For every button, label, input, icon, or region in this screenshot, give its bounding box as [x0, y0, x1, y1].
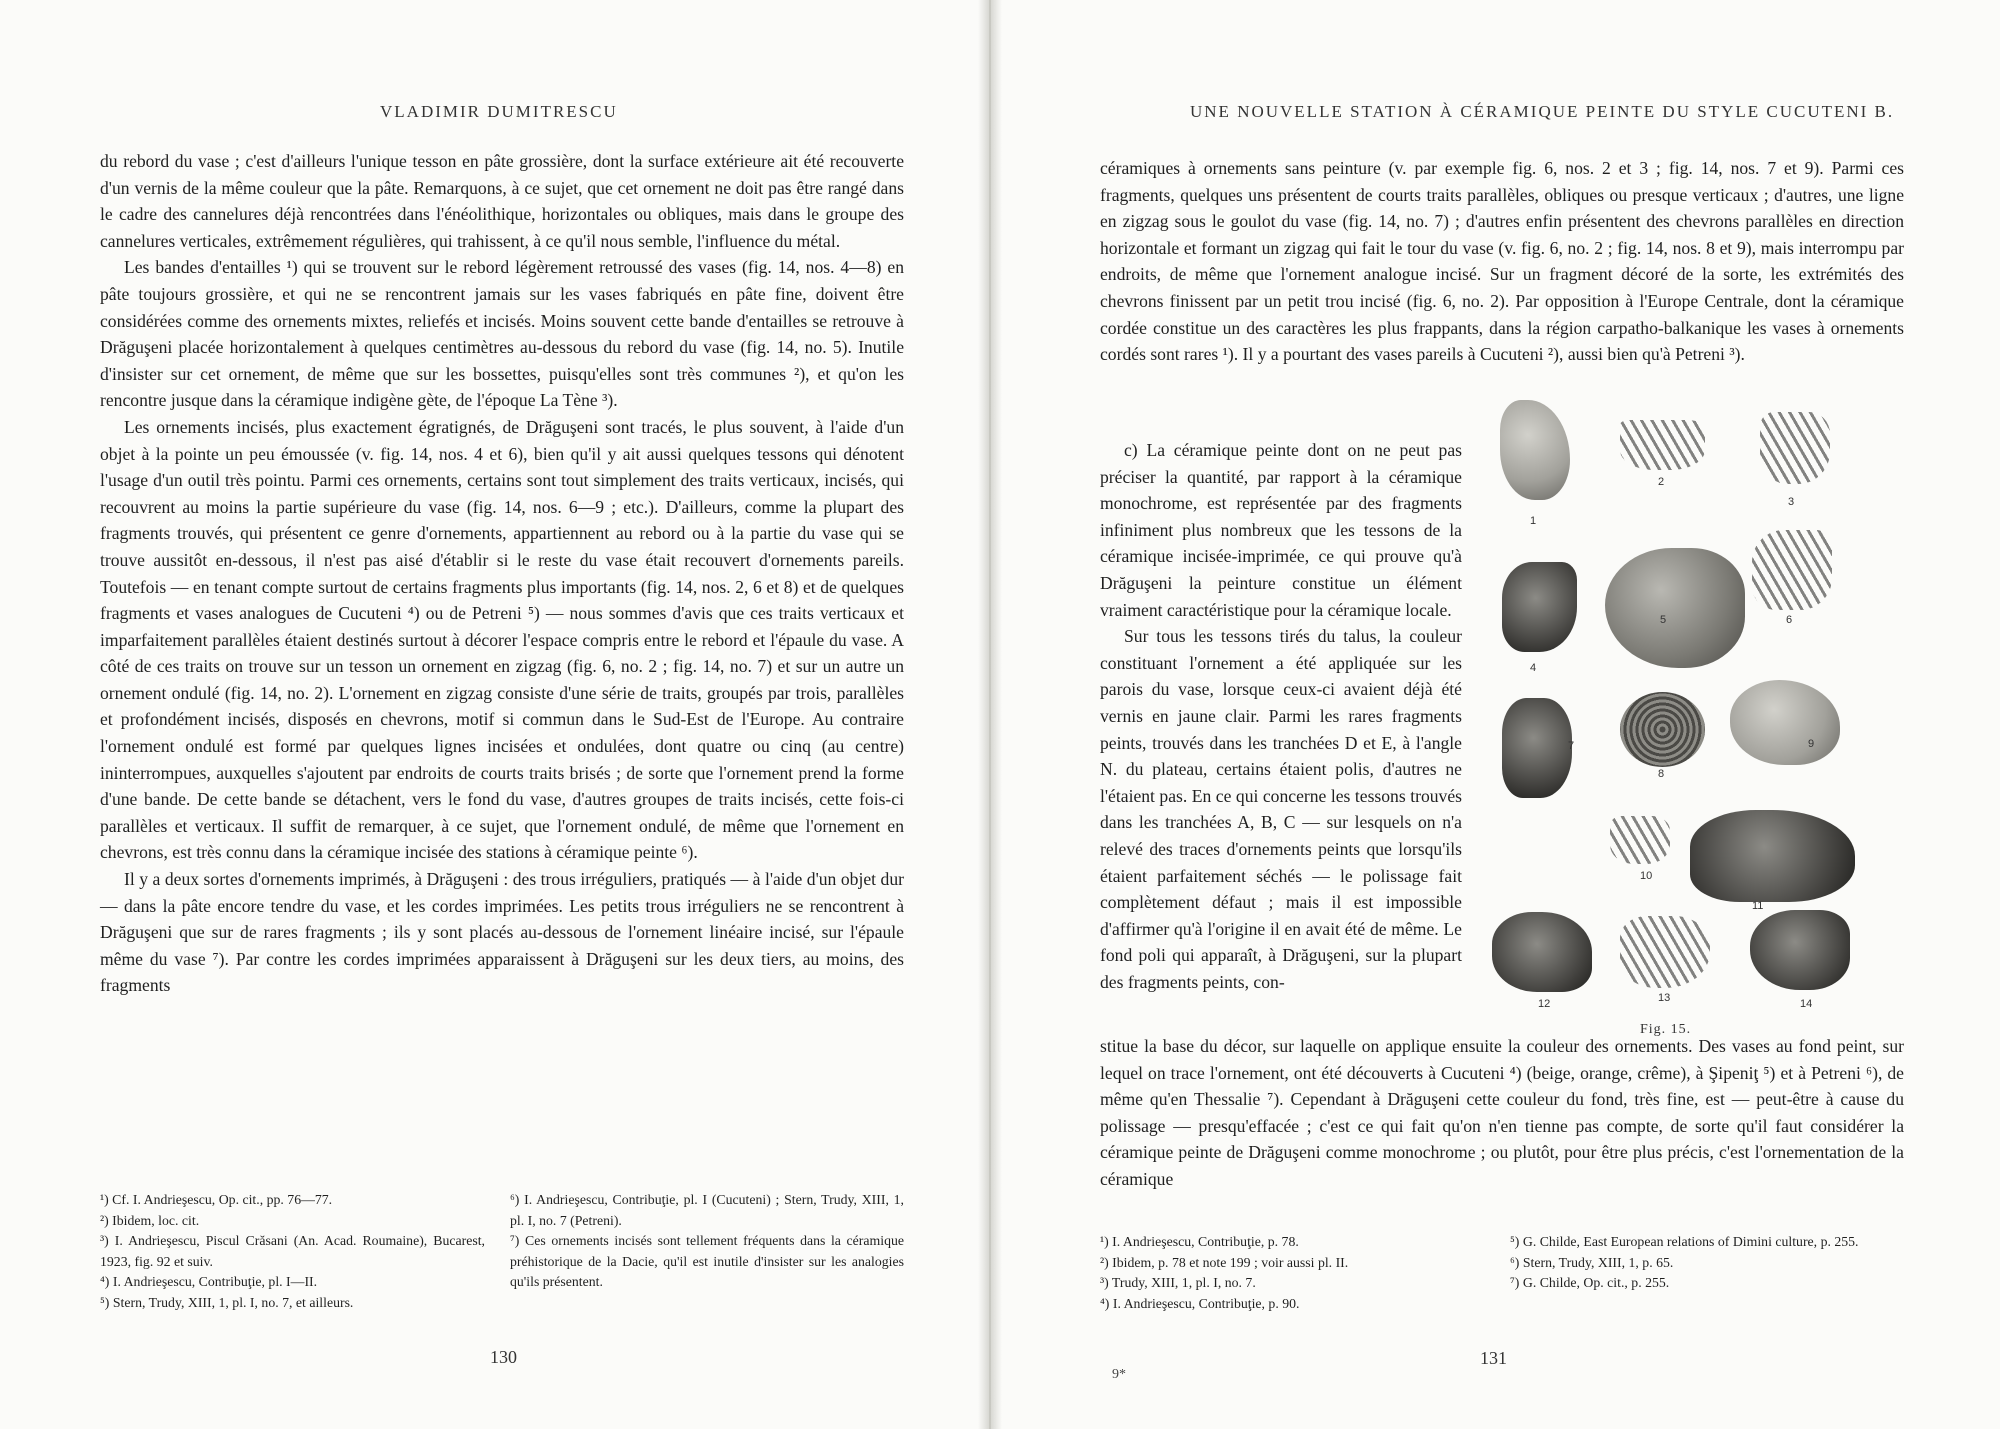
paragraph: Il y a deux sortes d'ornements imprimés, à Drăguşeni : des trous irréguliers, pratiqués — à l'aide d'un objet dur — dans la pâte encore tendre du vase, et les cordes imprimées. Les petits trous irréguliers ne se rencontrent à Drăguşeni que sur de rares fragments ; ils y sont placés au-dessous de l'ornement linéaire incisé, sur l'épaule même du vase ⁷). Par contre les cordes imprimées apparaissent à Drăguşeni sur les deux tiers, au moins, des fragments	[100, 869, 904, 996]
right-page	[990, 0, 2000, 1429]
footnote: ⁶) I. Andrieşescu, Contribuţie, pl. I (Cucuteni) ; Stern, Trudy, XIII, 1, pl. I, no. 7 (Petreni).	[510, 1192, 904, 1228]
sherd-image	[1610, 816, 1670, 864]
sherd-image	[1620, 420, 1705, 470]
footnote-column	[1100, 1232, 1500, 1314]
signature-mark: 9*	[1112, 1367, 1126, 1382]
footnote: ²) Ibidem, p. 78 et note 199 ; voir aussi pl. II.	[1100, 1254, 1349, 1270]
footnote-column	[100, 1190, 485, 1314]
footnote: ³) I. Andrieşescu, Piscul Crăsani (An. Acad. Roumaine), Bucarest, 1923, fig. 92 et suiv.	[100, 1233, 485, 1269]
sherd-image	[1492, 912, 1592, 992]
sherd-image	[1502, 562, 1577, 652]
left-page	[0, 0, 990, 1429]
sherd-image	[1620, 692, 1705, 767]
footnote: ³) Trudy, XIII, 1, pl. I, no. 7.	[1100, 1275, 1256, 1291]
footnote: ⁷) G. Childe, Op. cit., p. 255.	[1510, 1275, 1670, 1291]
figure-label: 12	[1538, 998, 1551, 1010]
figure-label: 6	[1786, 614, 1793, 626]
footnote: ¹) Cf. I. Andrieşescu, Op. cit., pp. 76—77.	[100, 1192, 333, 1207]
figure-label: 4	[1530, 662, 1537, 674]
sherd-image	[1750, 910, 1850, 990]
figure-label: 8	[1658, 768, 1665, 780]
page-number-left: 130	[490, 1347, 517, 1367]
paragraph: du rebord du vase ; c'est d'ailleurs l'unique tesson en pâte grossière, dont la surface extérieure ait été recouverte d'un vernis de la même couleur que la pâte. Remarquons, à ce sujet, que cet ornement ne doit pas être rangé dans le cadre des cannelures déjà rencontrées dans l'énéolithique, horizontales ou obliques, mais dans le groupe des cannelures verticales, extrêmement régulières, qui trahissent, à ce qu'il nous semble, l'influence du métal.	[100, 151, 904, 251]
footnote: ¹) I. Andrieşescu, Contribuţie, p. 78.	[1100, 1234, 1299, 1249]
figure-label: 5	[1660, 614, 1667, 626]
figure-caption: Fig. 15.	[1640, 1022, 1692, 1037]
sherd-image	[1752, 530, 1832, 610]
figure-label: 1	[1530, 515, 1537, 527]
sherd-image	[1730, 680, 1840, 765]
footnote-column	[1510, 1232, 1904, 1294]
figure-label: 9	[1808, 738, 1815, 750]
sherd-image	[1500, 400, 1570, 500]
footnote: ⁵) G. Childe, East European relations of Dimini culture, p. 255.	[1510, 1234, 1859, 1249]
right-footnotes	[1100, 1232, 1904, 1332]
sherd-image	[1690, 810, 1855, 902]
footnote: ⁵) Stern, Trudy, XIII, 1, pl. I, no. 7, et ailleurs.	[100, 1294, 354, 1310]
right-top-paragraph: céramiques à ornements sans peinture (v. par exemple fig. 6, nos. 2 et 3 ; fig. 14, nos. 7 et 9). Parmi ces fragments, quelques uns présentent de courts traits parallèles, obliques ou presque verticaux ; d'autres, une ligne en zigzag sous le goulot du vase (fig. 14, no. 7) ; d'autres enfin présentent des chevrons parallèles en direction horizontale et formant un zigzag qui fait le tour du vase (v. fig. 6, no. 2 ; fig. 14, nos. 8 et 9), mais interrompu par endroits, de même que l'ornement analogue incisé. Sur un fragment décoré de la sorte, les extrémités des chevrons finissent par un petit trou incisé (fig. 6, no. 2). Par opposition à l'Europe Centrale, dont la céramique cordée constitue un des caractères les plus frappants, dans la région carpatho-balkanique les vases à ornements cordés sont rares ¹). Il y a pourtant des vases pareils à Cucuteni ²), aussi bien qu'à Petreni ³).	[1100, 158, 1904, 365]
paragraph: Les ornements incisés, plus exactement égratignés, de Drăguşeni sont tracés, le plus souvent, à l'aide d'un objet à la pointe un peu émoussée (v. fig. 14, nos. 4 et 6), bien qu'il y ait aussi quelques tessons qui dénotent l'usage d'un outil très pointu. Parmi ces ornements, certains sont tout simplement des traits verticaux, incisés, qui recouvrent au moins la partie supérieure du vase (fig. 14, nos. 6—9 ; etc.). D'ailleurs, comme la plupart des fragments trouvés, qui présentent ce genre d'ornements, appartiennent au rebord ou à la partie du vase qui se trouve aussitôt en-dessous, il n'est pas aisé d'établir si le reste du vase était recouvert d'ornements pareils. Toutefois — en tenant compte surtout de certains fragments plus importants (fig. 14, nos. 2, 6 et 8) et de quelques fragments et vases analogues de Cucuteni ⁴) ou de Petreni ⁵) — nous sommes d'avis que ces traits verticaux et imparfaitement parallèles étaient destinés surtout à décorer l'espace compris entre le rebord et l'épaule du vase. A côté de ces traits on trouve sur un tesson un ornement en zigzag (fig. 6, no. 2 ; fig. 14, no. 7) et sur un autre un ornement ondulé (fig. 14, no. 2). L'ornement en zigzag consiste d'une série de traits, groupés par trois, parallèles et profondément incisés, disposés en chevrons, motif si commun dans le Sud-Est de l'Europe. Au contraire l'ornement ondulé est formé par quelques lignes incisées et ondulées, dont quatre ou cinq (au centre) ininterrompues, auxquelles s'ajoutent par endroits de courts traits brisés ; de sorte que l'ornement prend la forme d'une bande. De cette bande se détachent, vers le fond du vase, d'autres groupes de traits incisés, cette fois-ci parallèles et verticaux. Il suffit de remarquer, à ce sujet, que l'ornement ondulé, de même que l'ornement en chevrons, est très connu dans la céramique incisée des stations à céramique peinte ⁶).	[100, 416, 904, 863]
figure-label: 11	[1752, 900, 1764, 912]
figure-label: 10	[1640, 870, 1653, 882]
left-body-text	[100, 148, 904, 999]
figure-label: 3	[1788, 496, 1795, 508]
footnote: ⁴) I. Andrieşescu, Contribuţie, pl. I—II.	[100, 1274, 318, 1290]
left-footnotes	[100, 1190, 904, 1310]
figure-label: 14	[1800, 998, 1813, 1010]
paragraph: c) La céramique peinte dont on ne peut pas préciser la quantité, par rapport à la céramique monochrome, est représentée par des fragments infiniment plus nombreux que les tessons de la céramique incisée-imprimée, ce qui prouve qu'à Drăguşeni la peinture constitue un élément vraiment caractéristique pour la céramique locale.	[1100, 440, 1462, 620]
figure-label: 7	[1568, 740, 1575, 752]
page-number-right: 131	[1480, 1348, 1507, 1368]
figure-label: 13	[1658, 992, 1671, 1004]
sherd-image	[1620, 916, 1710, 988]
paragraph: Les bandes d'entailles ¹) qui se trouvent sur le rebord légèrement retroussé des vases (fig. 14, nos. 4—8) en pâte toujours grossière, et qui ne se rencontrent jamais sur les vases fabriqués en pâte fine, doivent être considérées comme des ornements mixtes, reliefés et incisés. Moins souvent cette bande d'entailles se retrouve à Drăguşeni placée horizontalement à quelques centimètres au-dessous du rebord du vase (fig. 14, no. 5). Inutile d'insister sur cet ornement, de même que sur les bossettes, puisqu'elles sont très communes ²), et qu'on les rencontre jusque dans la céramique indigène gète, de l'époque La Tène ³).	[100, 257, 904, 411]
sherd-image	[1502, 698, 1575, 798]
figure-plate	[1490, 400, 1960, 1037]
sherd-image	[1605, 548, 1745, 668]
footnote: ²) Ibidem, loc. cit.	[100, 1212, 200, 1228]
book-gutter	[978, 0, 1002, 1429]
running-head-right: UNE NOUVELLE STATION À CÉRAMIQUE PEINTE DU STYLE CUCUTENI B.	[1190, 102, 1895, 121]
footnote: ⁷) Ces ornements incisés sont tellement fréquents dans la céramique préhistorique de la Dacie, qu'il est inutile d'insister sur les analogies qu'ils présentent.	[510, 1233, 904, 1290]
right-column-text	[1100, 437, 1462, 995]
paragraph: Sur tous les tessons tirés du talus, la couleur constituant l'ornement a été appliquée sur les parois du vase, lorsque ceux-ci avaient déjà été vernis en jaune clair. Parmi les rares fragments peints, trouvés dans les tranchées D et E, à l'angle N. du plateau, certains étaient polis, d'autres ne l'étaient pas. En ce qui concerne les tessons trouvés dans les tranchées A, B, C — sur lesquels on n'a relevé des traces d'ornements peints que lorsqu'ils étaient parfaitement séchés — le polissage fait complètement défaut ; mais il est impossible d'affirmer qu'à l'origine il en avait été de même. Le fond poli qui apparaît, à Drăguşeni, sur la plupart des fragments peints, con-	[1100, 626, 1462, 992]
footnote: ⁶) Stern, Trudy, XIII, 1, p. 65.	[1510, 1254, 1674, 1270]
footnote-column	[510, 1190, 904, 1293]
footnote: ⁴) I. Andrieşescu, Contribuţie, p. 90.	[1100, 1295, 1300, 1311]
figure-label: 2	[1658, 476, 1665, 488]
running-head-left: VLADIMIR DUMITRESCU	[380, 102, 618, 121]
sherd-image	[1760, 412, 1830, 484]
right-bottom-paragraph: stitue la base du décor, sur laquelle on applique ensuite la couleur des ornements. Des vases au fond peint, sur lequel on trace l'ornement, ont été découverts à Cucuteni ⁴) (beige, orange, crême), à Şipeniţ ⁵) et à Petreni ⁶), de même qu'en Thessalie ⁷). Cependant à Drăguşeni cette couleur du fond, très fine, est — peut-être à cause du polissage — presqu'effacée ; c'est ce qui fait qu'on n'en tienne pas compte, de sorte qu'il faut considérer la céramique peinte de Drăguşeni comme monochrome ; ou plutôt, pour être plus précis, c'est l'ornementation de la céramique	[1100, 1036, 1904, 1189]
